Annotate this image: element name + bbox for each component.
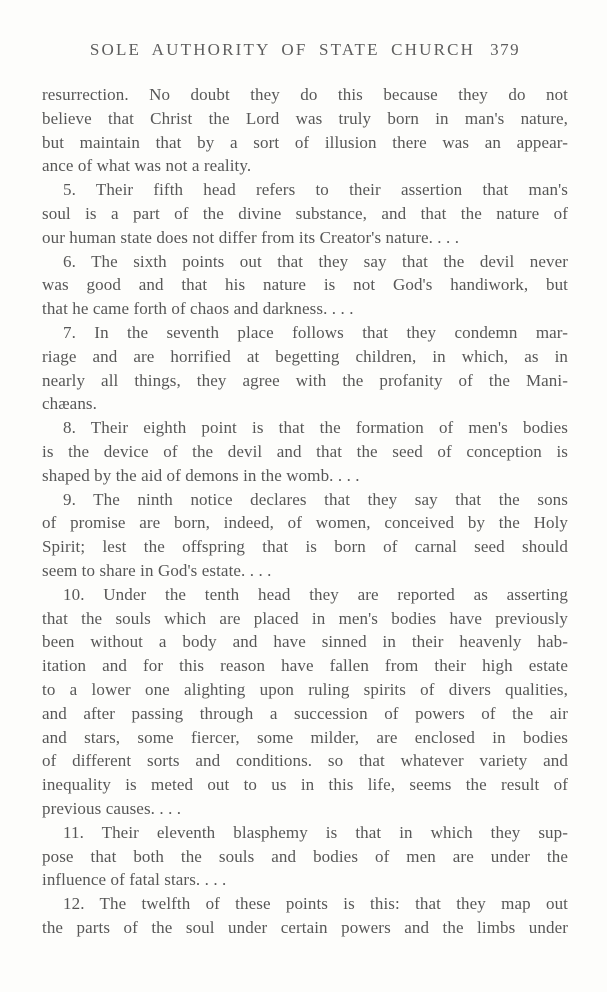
text-line: inequality is meted out to us in this life, seems the result of	[42, 775, 568, 795]
paragraph	[42, 83, 568, 178]
paragraph	[42, 821, 568, 892]
text-line: previous causes. . . .	[42, 798, 182, 818]
text-line: 8. Their eighth point is that the formation of men's bodies	[63, 418, 568, 438]
text-line: that the souls which are placed in men's bodies have previously	[42, 608, 568, 628]
text-line: 11. Their eleventh blasphemy is that in which they sup-	[63, 822, 568, 842]
text-line: soul is a part of the divine substance, and that the nature of	[42, 203, 568, 223]
text-line: that he came forth of chaos and darkness. . . .	[42, 299, 354, 319]
text-line: been without a body and have sinned in their heavenly hab-	[42, 632, 568, 652]
page-header	[42, 40, 568, 60]
paragraph	[42, 250, 568, 321]
text-line: influence of fatal stars. . . .	[42, 870, 227, 890]
text-line: 10. Under the tenth head they are reported as asserting	[63, 584, 568, 604]
text-line: of different sorts and conditions. so that whatever variety and	[42, 751, 568, 771]
text-line: ance of what was not a reality.	[42, 156, 252, 176]
text-line: Spirit; lest the offspring that is born of carnal seed should	[42, 537, 568, 557]
text-line: and stars, some fiercer, some milder, are enclosed in bodies	[42, 727, 568, 747]
text-line: the parts of the soul under certain powers and the limbs under	[42, 917, 568, 937]
text-line: shaped by the aid of demons in the womb. . . .	[42, 465, 360, 485]
text-line: believe that Christ the Lord was truly born in man's nature,	[42, 108, 568, 128]
text-line: seem to share in God's estate. . . .	[42, 560, 272, 580]
page-body	[42, 83, 568, 940]
paragraph	[42, 892, 568, 940]
paragraph	[42, 178, 568, 249]
text-line: is the device of the devil and that the seed of conception is	[42, 441, 568, 461]
text-line: of promise are born, indeed, of women, conceived by the Holy	[42, 513, 568, 533]
paragraph	[42, 488, 568, 583]
text-line: to a lower one alighting upon ruling spirits of divers qualities,	[42, 679, 568, 699]
text-line: pose that both the souls and bodies of men are under the	[42, 846, 568, 866]
text-line: and after passing through a succession of powers of the air	[42, 703, 568, 723]
page-number: 379	[490, 40, 521, 59]
text-line: 9. The ninth notice declares that they say that the sons	[63, 489, 568, 509]
paragraph	[42, 321, 568, 416]
text-line: 7. In the seventh place follows that they condemn mar-	[63, 322, 568, 342]
text-line: riage and are horrified at begetting children, in which, as in	[42, 346, 568, 366]
running-head-title: SOLE AUTHORITY OF STATE CHURCH	[89, 40, 476, 59]
text-line: nearly all things, they agree with the profanity of the Mani-	[42, 370, 568, 390]
text-line: was good and that his nature is not God's handiwork, but	[42, 275, 568, 295]
text-line: chæans.	[42, 394, 97, 414]
text-line: our human state does not differ from its Creator's nature. . . .	[42, 227, 460, 247]
text-line: but maintain that by a sort of illusion there was an appear-	[42, 132, 568, 152]
text-line: resurrection. No doubt they do this because they do not	[42, 85, 568, 104]
text-line: 12. The twelfth of these points is this: that they map out	[63, 894, 568, 914]
paragraph	[42, 583, 568, 821]
text-line: itation and for this reason have fallen from their high estate	[42, 656, 568, 676]
text-line: 6. The sixth points out that they say that the devil never	[63, 251, 568, 271]
text-line: 5. Their fifth head refers to their assertion that man's	[63, 180, 568, 200]
paragraph	[42, 416, 568, 487]
